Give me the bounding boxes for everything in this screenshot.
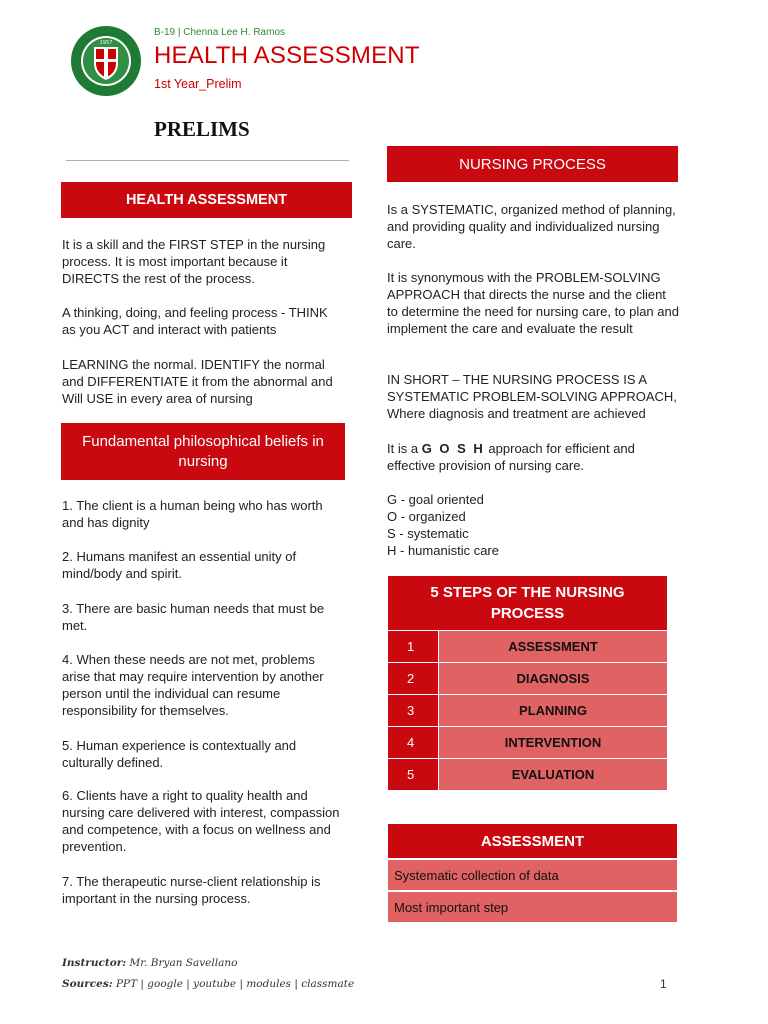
table-row: Systematic collection of data — [388, 858, 677, 890]
step-number: 2 — [388, 663, 438, 694]
beliefs-banner: Fundamental philosophical beliefs in nursing — [61, 423, 345, 480]
belief-item: 1. The client is a human being who has worth and has dignity — [62, 498, 323, 530]
step-number: 5 — [388, 759, 438, 790]
table-row — [388, 726, 667, 758]
belief-item: 2. Humans manifest an essential unity of mind/body and spirit. — [62, 549, 297, 581]
belief-item: 4. When these needs are not met, problems arise that may require intervention by another person until the individual can resume responsibility for themselves. — [62, 652, 324, 718]
document-subtitle: 1st Year_Prelim — [154, 77, 242, 91]
step-name: PLANNING — [438, 695, 667, 726]
assessment-table — [388, 824, 677, 922]
nursing-process-banner: NURSING PROCESS — [387, 146, 678, 182]
np-paragraph-2: It is synonymous with the PROBLEM-SOLVING APPROACH that directs the nurse and the client to determine the need for nursing care, to plan and implement the care and evaluate the result — [387, 270, 679, 336]
gosh-item: S - systematic — [387, 526, 469, 541]
belief-item: 7. The therapeutic nurse-client relationship is important in the nursing process. — [62, 874, 321, 906]
belief-item: 3. There are basic human needs that must be met. — [62, 601, 325, 633]
instructor-name: Mr. Bryan Savellano — [126, 957, 238, 969]
table-row — [388, 694, 667, 726]
gosh-paragraph — [387, 440, 679, 474]
ha-paragraph-1: It is a skill and the FIRST STEP in the nursing process. It is most important because it DIRECTS the rest of the process. — [62, 237, 326, 286]
belief-item: 5. Human experience is contextually and culturally defined. — [62, 738, 297, 770]
gosh-item: O - organized — [387, 509, 466, 524]
step-name: DIAGNOSIS — [438, 663, 667, 694]
gosh-pre: It is a — [387, 441, 422, 456]
table-row: Most important step — [388, 890, 677, 922]
instructor-label: Instructor: — [62, 957, 127, 969]
gosh-item: G - goal oriented — [387, 492, 484, 507]
step-name: INTERVENTION — [438, 727, 667, 758]
step-number: 4 — [388, 727, 438, 758]
ha-paragraph-2: A thinking, doing, and feeling process - THINK as you ACT and interact with patients — [62, 305, 328, 337]
step-name: ASSESSMENT — [438, 631, 667, 662]
gosh-item: H - humanistic care — [387, 543, 499, 558]
page-heading: PRELIMS — [154, 117, 250, 141]
table-row — [388, 758, 667, 790]
assessment-table-title: ASSESSMENT — [388, 824, 677, 858]
document-title: HEALTH ASSESSMENT — [154, 42, 420, 69]
nursing-steps-table — [388, 576, 667, 790]
step-number: 3 — [388, 695, 438, 726]
table-row — [388, 662, 667, 694]
sources-list: PPT | google | youtube | modules | classmate — [112, 978, 355, 990]
steps-table-title: 5 STEPS OF THE NURSING PROCESS — [388, 576, 667, 630]
divider — [66, 160, 349, 161]
footer-sources — [62, 978, 354, 990]
np-paragraph-1: Is a SYSTEMATIC, organized method of planning, and providing quality and individualized nursing care. — [387, 202, 676, 251]
seal-year: 1957 — [99, 40, 113, 46]
page-number: 1 — [660, 977, 667, 991]
document-meta: B-19 | Chenna Lee H. Ramos — [154, 27, 286, 38]
belief-item: 6. Clients have a right to quality health and nursing care delivered with interest, compassion and competence, with a focus on wellness and prevention. — [62, 788, 340, 854]
step-number: 1 — [388, 631, 438, 662]
gosh-post: approach for efficient and effective provision of nursing care. — [387, 441, 635, 473]
table-row — [388, 630, 667, 662]
health-assessment-banner: HEALTH ASSESSMENT — [61, 182, 352, 218]
step-name: EVALUATION — [438, 759, 667, 790]
school-seal-logo — [70, 25, 142, 97]
footer-instructor — [62, 957, 237, 969]
gosh-acronym: G O S H — [421, 441, 485, 456]
sources-label: Sources: — [62, 978, 113, 990]
ha-paragraph-3: LEARNING the normal. IDENTIFY the normal and DIFFERENTIATE it from the abnormal and Will USE in every area of nursing — [62, 357, 333, 406]
np-paragraph-3: IN SHORT – THE NURSING PROCESS IS A SYSTEMATIC PROBLEM-SOLVING APPROACH, Where diagnosis and treatment are achieved — [387, 372, 677, 421]
